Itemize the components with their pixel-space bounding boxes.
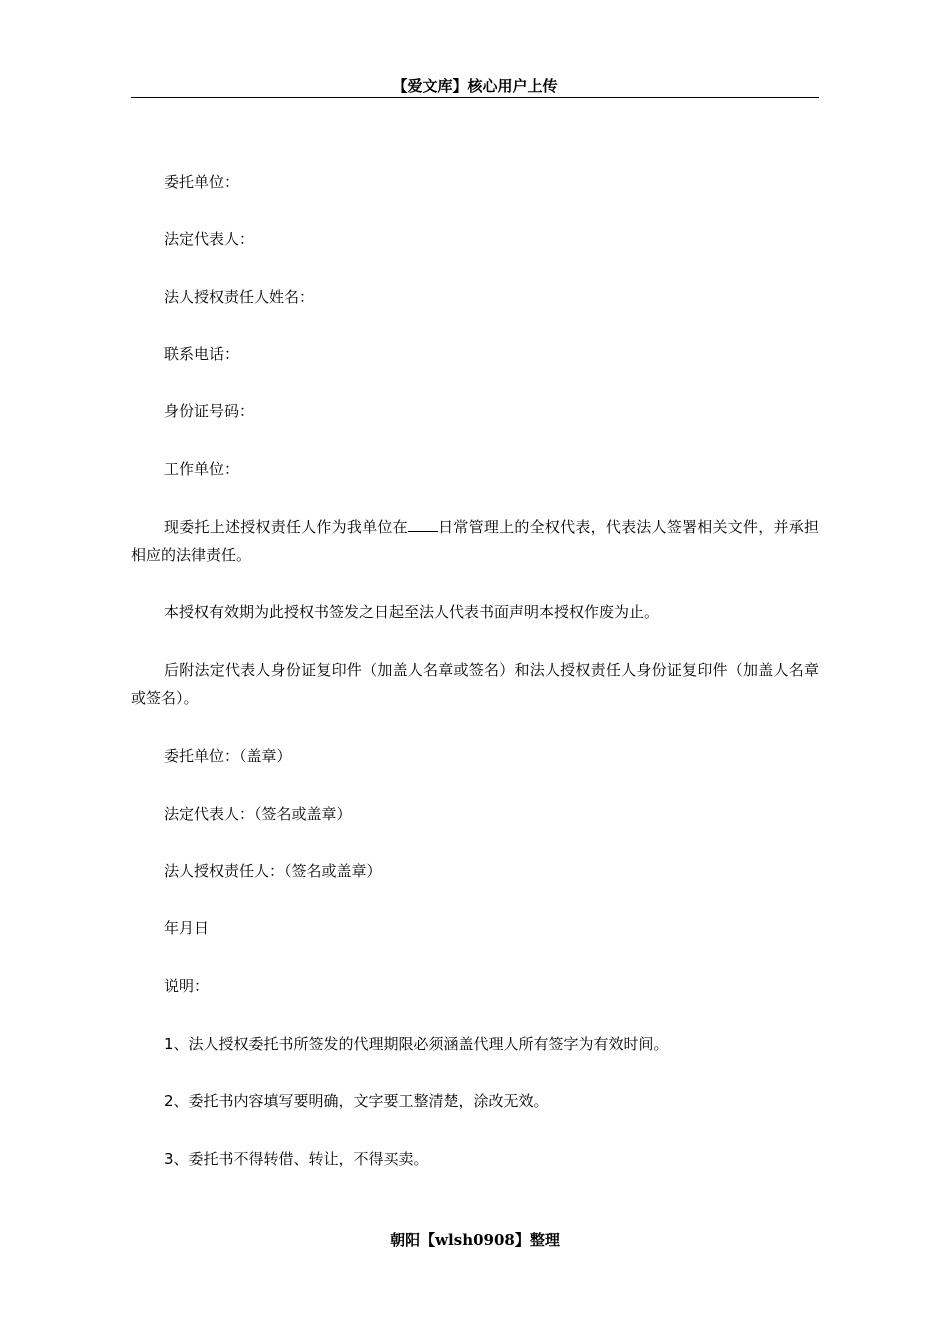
blank-underline bbox=[408, 517, 438, 532]
field-authorized-person-name: 法人授权责任人姓名： bbox=[164, 288, 315, 306]
field-entrust-unit: 委托单位： bbox=[164, 173, 240, 191]
field-phone: 联系电话： bbox=[164, 345, 240, 363]
attachment-paragraph: 后附法定代表人身份证复印件（加盖人名章或签名）和法人授权责任人身份证复印件（加盖人名章或签名）。 bbox=[131, 661, 819, 707]
header-rule bbox=[131, 97, 819, 98]
note-text: 、委托书不得转借、转让，不得买卖。 bbox=[173, 1150, 429, 1168]
field-legal-representative: 法定代表人： bbox=[164, 230, 255, 248]
note-item-2 bbox=[131, 1087, 819, 1115]
field-work-unit: 工作单位： bbox=[164, 460, 240, 478]
field-id-number: 身份证号码： bbox=[164, 402, 255, 420]
page-header: 【爱文库】核心用户上传 bbox=[392, 77, 558, 95]
sign-entrust-unit: 委托单位：（盖章） bbox=[164, 747, 292, 765]
note-text: 、法人授权委托书所签发的代理期限必须涵盖代理人所有签字为有效时间。 bbox=[173, 1035, 669, 1053]
note-number: 1 bbox=[164, 1035, 174, 1053]
authorization-paragraph bbox=[131, 513, 819, 569]
authorization-text-part2: 日常管理上的全权代表，代表法人签署相关文件，并承担相应的法律责任。 bbox=[131, 518, 819, 564]
note-item-3 bbox=[131, 1145, 819, 1173]
date-line: 年月日 bbox=[164, 919, 210, 937]
sign-legal-representative: 法定代表人：（签名或盖章） bbox=[164, 805, 352, 823]
validity-paragraph: 本授权有效期为此授权书签发之日起至法人代表书面声明本授权作废为止。 bbox=[164, 603, 660, 621]
note-item-1 bbox=[131, 1030, 819, 1058]
page-footer: 朝阳【wlsh0908】整理 bbox=[390, 1231, 560, 1249]
notes-title: 说明： bbox=[164, 977, 210, 995]
note-text: 、委托书内容填写要明确，文字要工整清楚，涂改无效。 bbox=[173, 1092, 549, 1110]
note-number: 3 bbox=[164, 1150, 174, 1168]
sign-authorized-person: 法人授权责任人：（签名或盖章） bbox=[164, 862, 382, 880]
note-number: 2 bbox=[164, 1092, 174, 1110]
authorization-text-part1: 现委托上述授权责任人作为我单位在 bbox=[164, 518, 408, 536]
